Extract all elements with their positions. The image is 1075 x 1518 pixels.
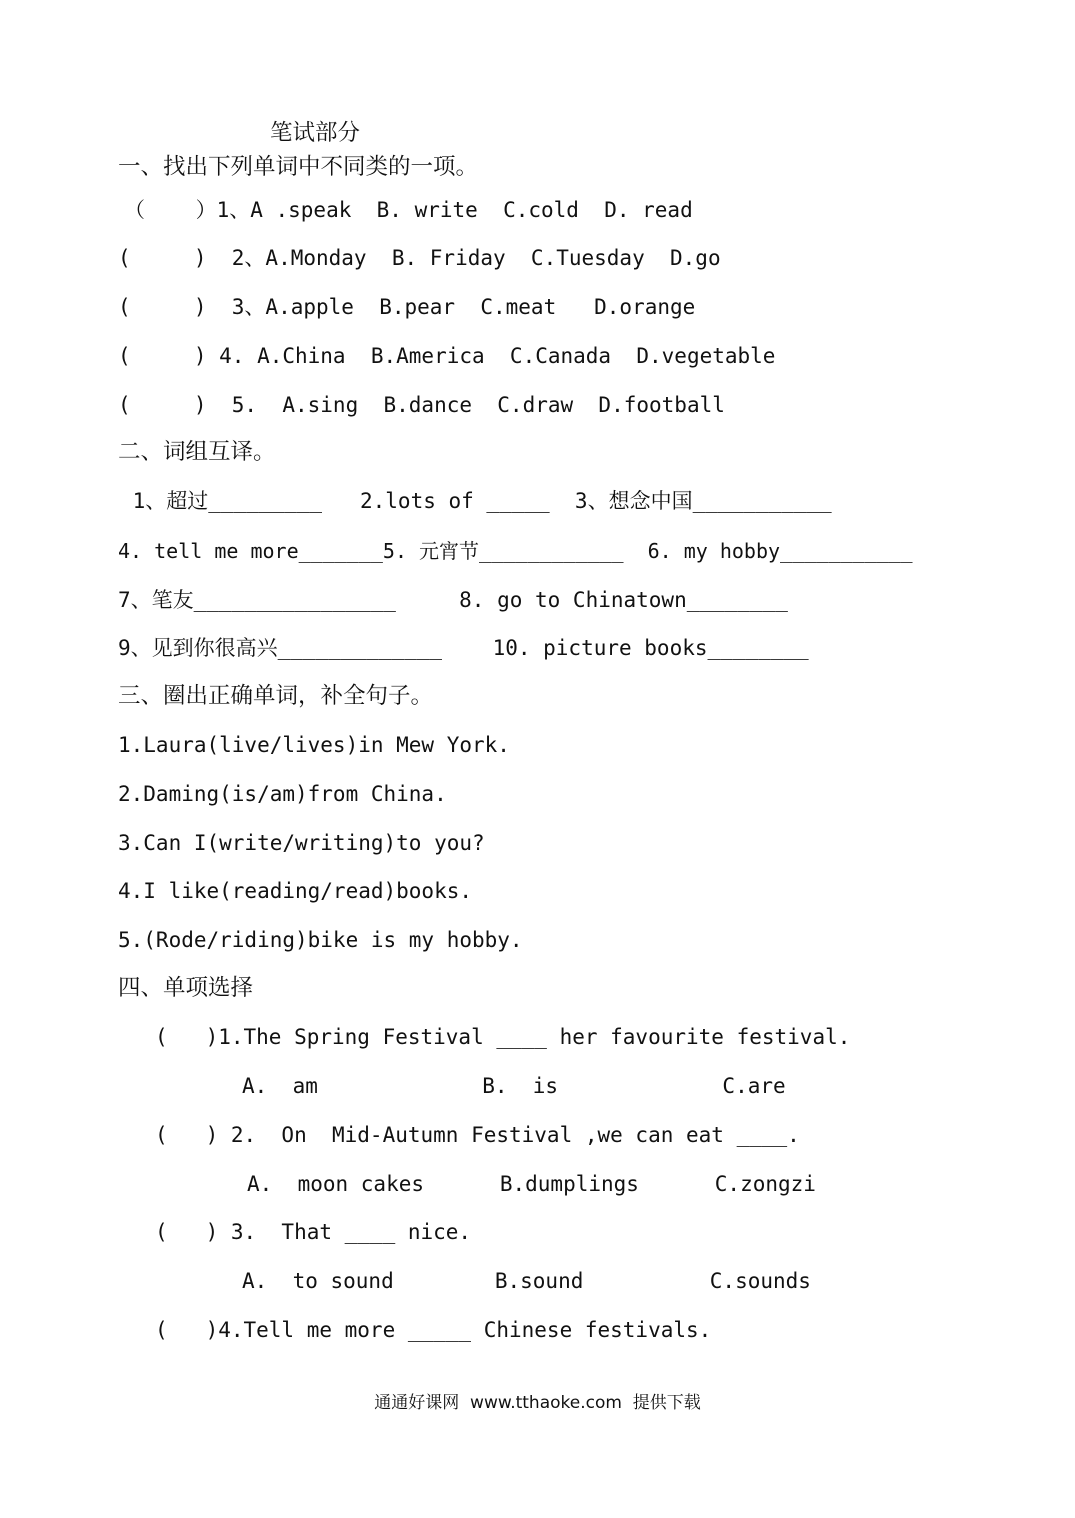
s4-options-1: A. am B. is C.are: [242, 1074, 786, 1098]
page-title: 笔试部分: [270, 120, 361, 146]
s2-line-3: 7、笔友________________ 8. go to Chinatown________: [118, 588, 788, 612]
footer-source: 通通好课网 www.tthaoke.com 提供下载: [374, 1393, 701, 1413]
section-1-heading: 一、找出下列单词中不同类的一项。: [118, 154, 479, 180]
s2-line-2: 4. tell me more_______5. 元宵节____________ 6. my hobby___________: [118, 539, 913, 563]
s3-line-3: 3.Can I(write/writing)to you?: [118, 831, 485, 855]
s3-line-4: 4.I like(reading/read)books.: [118, 879, 473, 903]
s4-options-3: A. to sound B.sound C.sounds: [242, 1269, 811, 1293]
s1-item-5: ( ) 5. A.sing B.dance C.draw D.football: [118, 393, 725, 417]
s3-line-2: 2.Daming(is/am)from China.: [118, 782, 447, 806]
s1-item-4: ( ) 4. A.China B.America C.Canada D.vegetable: [118, 344, 776, 368]
s1-item-1: （ ）1、A .speak B. write C.cold D. read: [124, 198, 693, 222]
section-4-heading: 四、单项选择: [118, 975, 254, 1001]
s4-options-2: A. moon cakes B.dumplings C.zongzi: [247, 1172, 816, 1196]
s3-line-1: 1.Laura(live/lives)in Mew York.: [118, 733, 510, 757]
s1-item-3: ( ) 3、A.apple B.pear C.meat D.orange: [118, 295, 696, 319]
section-3-heading: 三、圈出正确单词，补全句子。: [118, 683, 434, 709]
s2-line-1: 1、超过_________ 2.lots of _____ 3、想念中国___________: [120, 489, 832, 513]
s1-item-2: ( ) 2、A.Monday B. Friday C.Tuesday D.go: [118, 246, 721, 270]
s2-line-4: 9、见到你很高兴_____________ 10. picture books________: [118, 636, 809, 660]
s3-line-5: 5.(Rode/riding)bike is my hobby.: [118, 928, 523, 952]
s4-question-2: ( ) 2. On Mid-Autumn Festival ,we can eat ____.: [155, 1123, 800, 1147]
section-2-heading: 二、词组互译。: [118, 439, 276, 465]
s4-question-3: ( ) 3. That ____ nice.: [155, 1220, 472, 1244]
s4-question-1: ( )1.The Spring Festival ____ her favourite festival.: [155, 1025, 851, 1049]
s4-question-4: ( )4.Tell me more _____ Chinese festivals.: [155, 1318, 712, 1342]
